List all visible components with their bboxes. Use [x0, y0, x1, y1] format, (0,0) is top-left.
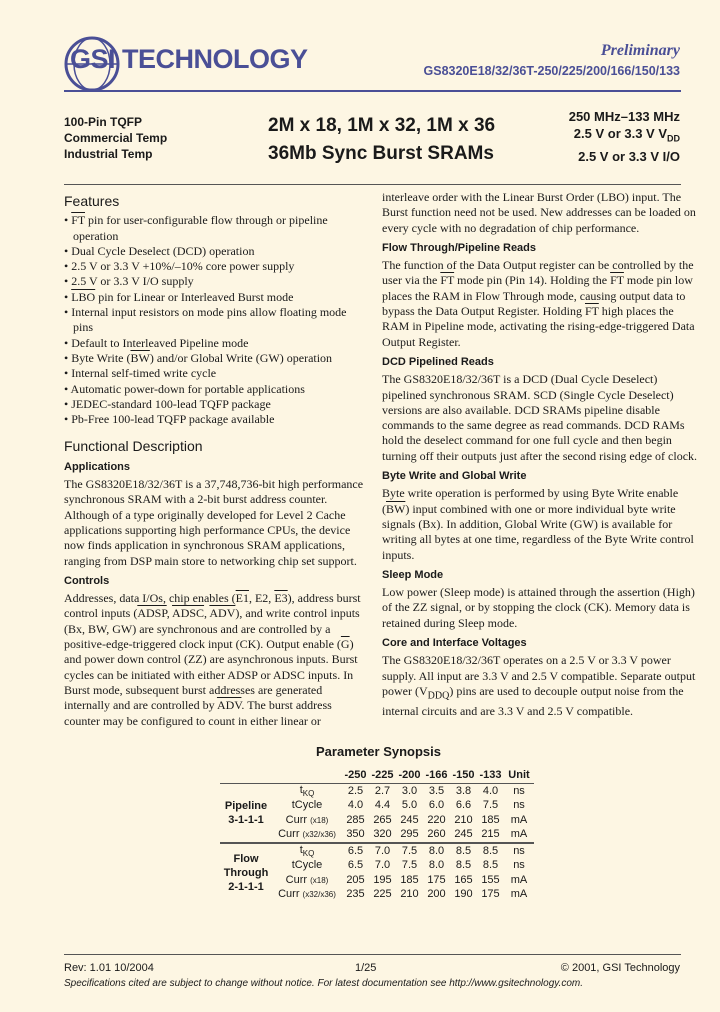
synopsis-value: 260: [427, 828, 446, 841]
synopsis-unit: mA: [510, 873, 528, 886]
synopsis-value: 8.0: [428, 844, 445, 857]
applications-heading: Applications: [64, 460, 131, 473]
feature-item: • $\overline{FT}$ pin for user-configurable flow through or pipeline operation: [64, 213, 328, 243]
feature-item: • Dual Cycle Deselect (DCD) operation: [64, 243, 255, 258]
frequency-range: 250 MHz–133 MHz: [568, 109, 680, 124]
revision: Rev: 1.01 10/2004: [64, 962, 154, 974]
synopsis-value: 185: [400, 873, 419, 886]
section-heading: DCD Pipelined Reads: [382, 355, 494, 368]
section-heading: Flow Through/Pipeline Reads: [382, 241, 537, 254]
controls-heading: Controls: [64, 574, 110, 587]
feature-item: • JEDEC-standard 100-lead TQFP package: [64, 396, 271, 411]
synopsis-value: 6.6: [455, 799, 472, 812]
synopsis-value: 215: [481, 828, 500, 841]
synopsis-value: 8.0: [428, 859, 445, 872]
synopsis-unit: ns: [513, 784, 525, 797]
synopsis-value: 7.0: [374, 859, 391, 872]
preliminary-label: Preliminary: [600, 42, 680, 59]
synopsis-column-header: -200: [398, 769, 421, 782]
synopsis-unit: mA: [510, 888, 528, 901]
logo-text: GSI TECHNOLOGY: [70, 44, 308, 74]
synopsis-value: 2.5: [347, 784, 364, 797]
section-heading: Byte Write and Global Write: [382, 470, 527, 483]
section-text: The function of the Data Output register can be controlled by the user via the $\overline{FT}$ mode pin (Pin 14). Holding the $\overline{FT}$ mode pin low places the RAM in Flow Through mode, causing output data to bypass the Data Output Register. Holding $\overline{FT}$ high places the RAM in Pipeline mode, activating the rising-edge-triggered Data Output Register.: [382, 258, 695, 349]
synopsis-value: 4.4: [374, 799, 391, 812]
synopsis-unit: mA: [510, 813, 528, 826]
synopsis-param: Curr (x18): [285, 873, 329, 886]
synopsis-value: 235: [346, 888, 365, 901]
disclaimer: Specifications cited are subject to change without notice. For latest documentation see http://www.gsitechnology.com.: [64, 978, 583, 989]
feature-item: • 2.5 V or 3.3 V +10%/–10% core power supply: [64, 259, 295, 274]
features-heading: Features: [64, 193, 120, 209]
synopsis-group-label: Pipeline 3-1-1-1: [224, 799, 268, 826]
synopsis-param: Curr (x32/x36): [278, 888, 336, 901]
industrial-temp-label: Industrial Temp: [64, 147, 153, 161]
synopsis-value: 245: [400, 813, 419, 826]
synopsis-value: 3.5: [428, 784, 445, 797]
synopsis-title: Parameter Synopsis: [316, 744, 442, 759]
section-text: Byte write operation is performed by using Byte Write enable $(\overline{BW})$ input combined with one or more individual byte write signals (Bx). In addition, Global Write (GW) is available for writing all bytes at one time, regardless of the Byte Write control inputs.: [382, 486, 694, 562]
synopsis-value: 8.5: [482, 844, 499, 857]
company-logo: [62, 30, 308, 94]
synopsis-unit: ns: [513, 844, 525, 857]
section-heading: Sleep Mode: [382, 568, 444, 581]
feature-item: • Internal self-timed write cycle: [64, 366, 217, 381]
synopsis-value: 7.5: [401, 844, 418, 857]
synopsis-value: 7.5: [401, 859, 418, 872]
section-text: The GS8320E18/32/36T is a DCD (Dual Cycle Deselect) pipelined synchronous SRAM. SCD (Single Cycle Deselect) versions are also available. DCD SRAMs pipeline disable commands to the same degree as read commands. DCD RAMs hold the deselect command for one full cycle and then begin turning off their outputs just after the second rising edge of clock.: [382, 372, 698, 463]
synopsis-value: 6.5: [347, 844, 364, 857]
synopsis-value: 295: [400, 828, 419, 841]
feature-item: • Pb-Free 100-lead TQFP package available: [64, 412, 275, 427]
functional-description-heading: Functional Description: [64, 438, 203, 455]
right-sections: [382, 241, 700, 719]
synopsis-value: 155: [481, 873, 500, 886]
synopsis-value: 210: [454, 813, 473, 826]
controls-text: Addresses, data I/Os, chip enables (E1, E2, E3), address burst control inputs (ADSP, ADSC, $\overline{ADV}$), and write control inputs (Bx, BW, GW) are synchronous and are controlled by a positive-edge-triggered clock input (CK). Output enable $(\overline{G})$ and power down control (ZZ) are asynchronous inputs. Burst cycles can be initiated with either ADSP or ADSC inputs. In Burst mode, subsequent burst addresses are generated internally and are controlled by $\overline{ADV}$. The burst address counter may be configured to count in either linear or: [64, 591, 361, 728]
applications-text: The GS8320E18/32/36T is a 37,748,736-bit high performance synchronous SRAM with a 2-bit burst address counter. Although of a type originally developed for Level 2 Cache applications supporting high performance CPUs, the device now finds application in synchronous SRAM applications, ranging from DSP main store to networking chip set support.: [64, 477, 364, 568]
synopsis-value: 320: [373, 828, 392, 841]
synopsis-row: [220, 843, 534, 859]
synopsis-param: Curr (x18): [285, 813, 329, 826]
right-column: [382, 190, 700, 721]
feature-item: • Default to Interleaved Pipeline mode: [64, 335, 249, 350]
page-number: 1/25: [355, 962, 377, 974]
synopsis-value: 8.5: [482, 859, 499, 872]
synopsis-value: 6.0: [428, 799, 445, 812]
title-divider: [64, 184, 681, 185]
synopsis-value: 220: [427, 813, 446, 826]
section-text: The GS8320E18/32/36T operates on a 2.5 V or 3.3 V power supply. All input are 3.3 V and 2.5 V compatible. Separate output power $(V_{DDQ})$ pins are used to decouple output noise from the internal circuits and are 3.3 V and 2.5 V compatible.: [382, 653, 696, 718]
synopsis-value: 8.5: [455, 859, 472, 872]
feature-item: • $\overline{LBO}$ pin for Linear or Interleaved Burst mode: [64, 289, 294, 304]
vio-spec: 2.5 V or 3.3 V I/O: [578, 148, 680, 164]
synopsis-value: 350: [346, 828, 365, 841]
synopsis-value: 190: [454, 888, 473, 901]
package-label: 100-Pin TQFP: [64, 115, 143, 129]
continuation-text: interleave order with the Linear Burst Order (LBO) input. The Burst function need not be used. New addresses can be loaded on every cycle with no degradation of chip performance.: [382, 190, 696, 235]
synopsis-value: 195: [373, 873, 392, 886]
synopsis-param: $t_{KQ}$: [299, 843, 315, 858]
synopsis-value: 2.7: [374, 784, 391, 797]
package-info: [64, 114, 167, 162]
feature-item: • Automatic power-down for portable applications: [64, 381, 305, 396]
synopsis-value: 225: [373, 888, 392, 901]
synopsis-value: 285: [346, 813, 365, 826]
synopsis-param: tCycle: [291, 859, 323, 872]
left-column: [64, 190, 369, 731]
synopsis-group-label: Flow Through 2-1-1-1: [223, 852, 269, 893]
commercial-temp-label: Commercial Temp: [64, 131, 168, 145]
synopsis-column-header: [272, 768, 342, 783]
feature-item: • Byte Write $(\overline{BW})$ and/or Global Write (GW) operation: [64, 350, 333, 365]
synopsis-value: 205: [346, 873, 365, 886]
synopsis-value: 7.5: [482, 799, 499, 812]
synopsis-value: 210: [400, 888, 419, 901]
synopsis-value: 8.5: [455, 844, 472, 857]
feature-item: • 2.5 V or 3.3 V I/O supply: [64, 274, 194, 289]
synopsis-value: 3.8: [455, 784, 472, 797]
synopsis-value: 175: [481, 888, 500, 901]
footer-divider: [64, 954, 681, 955]
synopsis-value: 5.0: [401, 799, 418, 812]
synopsis-value: 165: [454, 873, 473, 886]
synopsis-value: 3.0: [401, 784, 418, 797]
section-heading: Core and Interface Voltages: [382, 637, 527, 650]
synopsis-value: 175: [427, 873, 446, 886]
synopsis-param: tCycle: [291, 799, 323, 812]
synopsis-value: 185: [481, 813, 500, 826]
synopsis-column-header: -150: [452, 769, 475, 782]
title-line1: 2M x 18, 1M x 32, 1M x 36: [268, 115, 496, 136]
title: [268, 112, 495, 168]
synopsis-value: 4.0: [347, 799, 364, 812]
copyright: © 2001, GSI Technology: [560, 962, 680, 974]
synopsis-table: [220, 768, 534, 902]
synopsis-column-header: -133: [479, 769, 502, 782]
synopsis-unit: ns: [513, 799, 525, 812]
header-divider: [64, 90, 681, 92]
synopsis-value: 265: [373, 813, 392, 826]
synopsis-param: $t_{KQ}$: [299, 783, 315, 798]
synopsis-header-row: [220, 768, 534, 783]
title-line2: 36Mb Sync Burst SRAMs: [268, 143, 494, 164]
synopsis-row: [220, 783, 534, 798]
features-list: [64, 213, 369, 427]
synopsis-value: 7.0: [374, 844, 391, 857]
section-text: Low power (Sleep mode) is attained through the assertion (High) of the ZZ signal, or by stopping the clock (CK). Memory data is retained during Sleep mode.: [382, 585, 695, 630]
synopsis-param: Curr (x32/x36): [278, 828, 336, 841]
synopsis-table-wrap: [220, 768, 534, 902]
synopsis-column-header: [220, 768, 272, 783]
synopsis-unit: ns: [513, 859, 525, 872]
part-number: GS8320E18/32/36T-250/225/200/166/150/133: [423, 64, 680, 78]
synopsis-value: 200: [427, 888, 446, 901]
synopsis-column-header: -250: [344, 769, 367, 782]
synopsis-column-header: Unit: [508, 769, 530, 782]
synopsis-unit: mA: [510, 828, 528, 841]
specs: [569, 108, 680, 165]
synopsis-value: 245: [454, 828, 473, 841]
synopsis-column-header: -166: [425, 769, 448, 782]
synopsis-column-header: -225: [371, 769, 394, 782]
synopsis-value: 4.0: [482, 784, 499, 797]
vdd-spec: 2.5 V or 3.3 V $V_{DD}$: [573, 126, 680, 144]
synopsis-value: 6.5: [347, 859, 364, 872]
feature-item: • Internal input resistors on mode pins allow floating mode pins: [64, 305, 347, 335]
